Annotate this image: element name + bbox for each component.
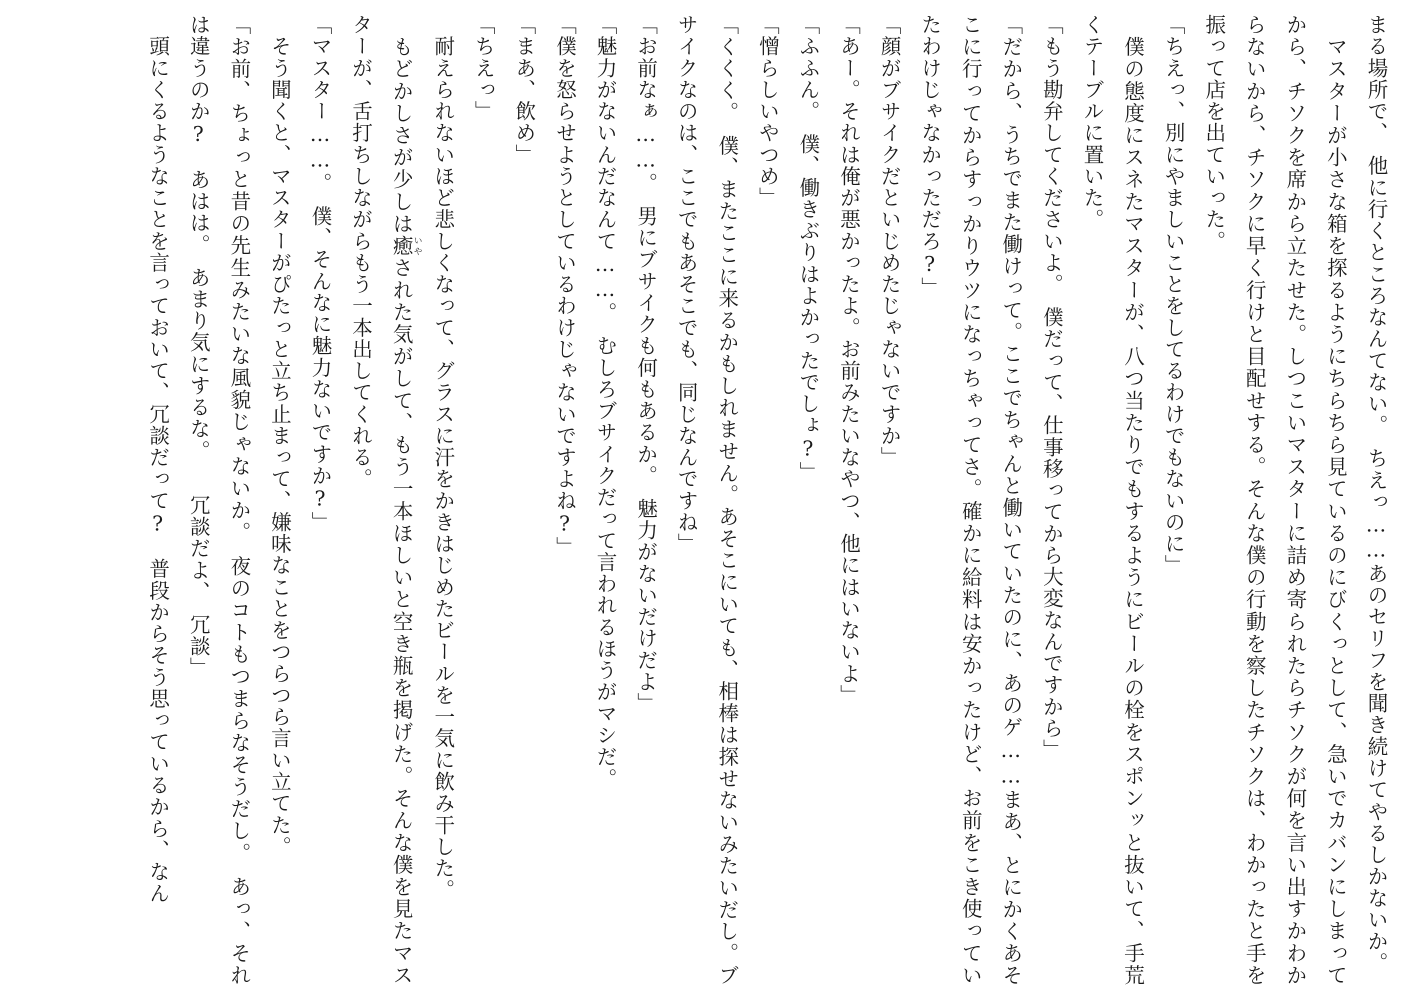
paragraph: 「もう勘弁してくださいよ。 僕だって、仕事移ってから大変なんですから」: [1039, 14, 1064, 761]
ruby-annotation: 癒 いや: [389, 235, 423, 258]
paragraph: 「顔がブサイクだといじめたじゃないですか」: [877, 14, 902, 469]
paragraph: 頭にくるようなことを言っておいて、冗談だって? 普段からそう思っているから、なん: [145, 14, 170, 905]
paragraph: 「お前、ちょっと昔の先生みたいな風貌じゃないか。 夜のコトもつまらなそうだし。 あっ、それは違うのか? あはは。 あまり気にするな。 冗談だよ、 冗談」: [186, 14, 251, 986]
vertical-text-body: [18, 14, 1396, 986]
paragraph: 「まあ、飲め」: [511, 14, 536, 166]
paragraph: 僕の態度にスネたマスターが、八つ当たりでもするようにビールの栓をスポンッと抜いて、手荒くテーブルに置いた。: [1079, 14, 1145, 986]
paragraph: 「くくく。 僕、またここに来るかもしれません。あそこにいても、相棒は探せないみたいだし。ブサイクなのは、ここでもあそこでも、同じなんですね」: [674, 14, 739, 986]
paragraph: まる場所で、 他に行くところなんてない。 ちえっ……あのセリフを聞き続けてやるしかないか。: [1364, 14, 1388, 974]
paragraph: 「マスター……。 僕、そんなに魅力ないですか?」: [307, 14, 332, 534]
paragraph: マスターが小さな箱を探るようにちらちら見ているのにびくっとして、急いでカバンにしまってから、チソクを席から立たせた。しつこいマスターに詰め寄られたらチソクが何を言い出すかわからないから、チソクに早く行けと目配せする。そんな僕の行動を察したチソクは、わかったと手を振って店を出ていった。: [1201, 14, 1348, 986]
paragraph: 「魅力がないんだなんて……。 むしろブサイクだって言われるほうがマシだ。: [593, 14, 618, 790]
paragraph: 「僕を怒らせようとしているわけじゃないですよね?」: [552, 14, 577, 559]
paragraph: もどかしさが少しは癒 いやされた気がして、もう一本ほしいと空き瓶を掲げた。そんな僕を見たマスターが、舌打ちしながらもう一本出してくれる。: [348, 14, 423, 986]
paragraph: 「憎らしいやつめ」: [755, 14, 780, 209]
paragraph: 「ちえっ、別にやましいことをしてるわけでもないのに」: [1161, 14, 1186, 577]
paragraph: 「お前なぁ……。 男にブサイクも何もあるか。 魅力がないだけだよ」: [633, 14, 658, 715]
paragraph: 「ちえっ」: [471, 14, 496, 123]
paragraph: 「ふふん。 僕、働きぶりはよかったでしょ?」: [795, 14, 820, 484]
paragraph: 「だから、うちでまた働けって。ここでちゃんと働いていたのに、あのゲ……まあ、とにかくあそこに行ってからすっかりウツになっちゃってさ。確かに給料は安かったけど、お前をこき使っていたわけじゃなかっただろ?」: [917, 14, 1023, 986]
paragraph: 「あー。それは俺が悪かったよ。お前みたいなやつ、他にはいないよ」: [836, 14, 861, 707]
paragraph: 耐えられないほど悲しくなって、グラスに汗をかきはじめたビールを一気に飲み干した。: [430, 14, 455, 901]
paragraph: そう聞くと、マスターがぴたっと立ち止まって、嫌味なことをつらつら言い立てた。: [267, 14, 292, 858]
